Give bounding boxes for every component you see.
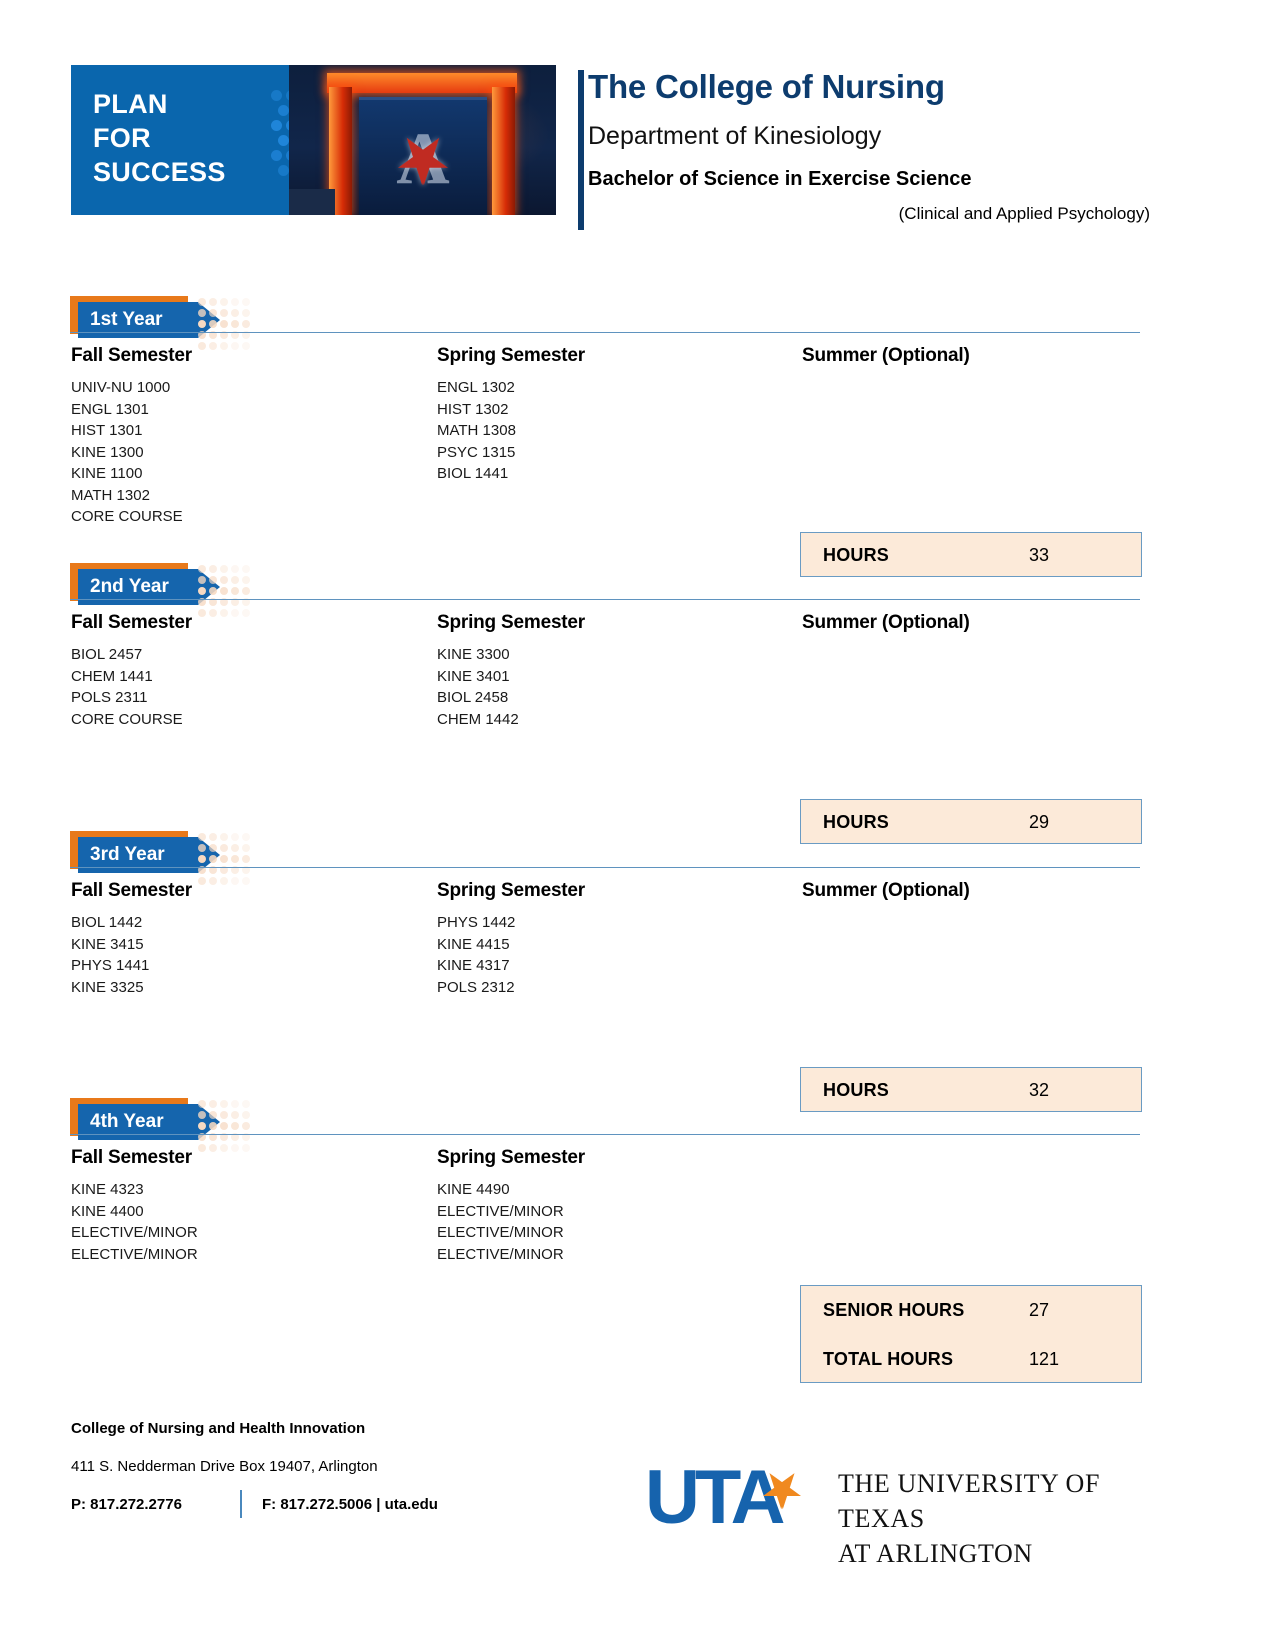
year-banner-3	[70, 831, 240, 871]
course-item: ELECTIVE/MINOR	[71, 1224, 198, 1241]
course-item: PSYC 1315	[437, 443, 516, 461]
page-footer	[0, 1420, 1275, 1650]
course-item: ENGL 1302	[437, 379, 515, 396]
year-banner-2	[70, 563, 240, 603]
course-item: CHEM 1441	[71, 667, 153, 685]
footer-divider	[240, 1490, 242, 1518]
course-item: KINE 4323	[71, 1181, 144, 1198]
dot-pattern-icon	[198, 1098, 268, 1152]
photo-inner-window	[359, 97, 487, 215]
star-icon	[398, 149, 448, 167]
course-item: KINE 4317	[437, 957, 510, 974]
year-divider	[70, 332, 1140, 333]
course-item: PHYS 1441	[71, 957, 150, 974]
banner-text	[93, 87, 226, 189]
degree-name: Bachelor of Science in Exercise Science	[588, 168, 972, 190]
course-item: POLS 2311	[71, 689, 148, 706]
course-list	[71, 912, 421, 998]
course-item: CHEM 1442	[437, 710, 519, 728]
hours-value: 27	[1029, 1300, 1050, 1320]
spring-column	[437, 344, 787, 485]
banner-line-2: FOR	[93, 123, 151, 153]
hours-label: TOTAL HOURS	[823, 1349, 954, 1369]
course-item: KINE 4415	[437, 935, 510, 953]
dot-pattern-icon	[198, 831, 268, 885]
course-list	[437, 377, 787, 485]
year-section-4	[0, 1098, 1275, 1369]
year-divider	[70, 867, 1140, 868]
concentration-name: (Clinical and Applied Psychology)	[898, 204, 1150, 223]
course-item: BIOL 2458	[437, 689, 509, 706]
course-item: KINE 4490	[437, 1181, 510, 1198]
column-title: Fall Semester	[71, 612, 192, 633]
hours-row	[801, 1286, 1141, 1335]
course-item: ENGL 1301	[71, 400, 149, 418]
uta-name-line-1: THE UNIVERSITY OF TEXAS	[838, 1469, 1100, 1533]
fall-column	[71, 879, 421, 998]
header-accent-bar	[578, 70, 584, 230]
course-list	[437, 1179, 787, 1265]
course-item: CORE COURSE	[71, 508, 183, 525]
year-divider	[70, 599, 1140, 600]
column-title: Spring Semester	[437, 880, 585, 901]
page-header	[0, 0, 1275, 260]
fall-column	[71, 344, 421, 528]
column-title: Spring Semester	[437, 1147, 585, 1168]
course-item: KINE 1100	[71, 465, 143, 482]
course-list	[437, 644, 787, 730]
column-title: Summer (Optional)	[802, 612, 970, 633]
fall-column	[71, 611, 421, 730]
course-item: BIOL 2457	[71, 646, 143, 663]
hours-label: HOURS	[823, 812, 890, 832]
course-item: KINE 3325	[71, 978, 144, 996]
year-label: 1st Year	[90, 309, 163, 330]
hours-value: 33	[1029, 545, 1050, 565]
course-list	[71, 644, 421, 730]
campus-photo	[289, 65, 556, 215]
hours-label: HOURS	[823, 545, 890, 565]
course-item: ELECTIVE/MINOR	[437, 1224, 564, 1241]
hours-value: 121	[1029, 1349, 1060, 1369]
fall-column	[71, 1146, 421, 1265]
course-item: MATH 1308	[437, 422, 516, 439]
year-section-3	[0, 831, 1275, 1100]
course-list	[437, 912, 787, 998]
course-item: ELECTIVE/MINOR	[71, 1245, 198, 1263]
banner-line-3: SUCCESS	[93, 157, 226, 187]
course-item: HIST 1301	[71, 422, 143, 439]
course-item: ELECTIVE/MINOR	[437, 1245, 564, 1263]
footer-address: 411 S. Nedderman Drive Box 19407, Arlington	[71, 1458, 378, 1475]
star-icon	[763, 1482, 801, 1496]
summer-column	[802, 879, 1142, 912]
hours-value: 32	[1029, 1080, 1050, 1100]
course-item: KINE 3401	[437, 667, 510, 685]
summer-column	[802, 344, 1142, 377]
uta-name-line-2: AT ARLINGTON	[838, 1539, 1033, 1568]
spring-column	[437, 1146, 787, 1265]
neon-frame-top	[327, 73, 517, 93]
hours-label: SENIOR HOURS	[823, 1300, 965, 1320]
footer-fax-and-site: F: 817.272.5006 | uta.edu	[262, 1496, 438, 1513]
year-banner-1	[70, 296, 240, 336]
course-item: KINE 3300	[437, 646, 510, 663]
uta-logo	[645, 1455, 1145, 1568]
plan-for-success-banner	[71, 65, 556, 215]
course-item: KINE 1300	[71, 443, 144, 461]
hours-row	[801, 1335, 1141, 1384]
spring-column	[437, 879, 787, 998]
course-item: PHYS 1442	[437, 914, 516, 931]
column-title: Fall Semester	[71, 345, 192, 366]
neon-column-right	[492, 87, 515, 215]
course-list	[71, 1179, 421, 1265]
year-label: 4th Year	[90, 1111, 164, 1132]
header-text-group	[588, 66, 1168, 226]
year-section-2	[0, 563, 1275, 832]
year-label: 2nd Year	[90, 576, 169, 597]
course-item: KINE 4400	[71, 1202, 144, 1220]
dot-pattern-icon	[198, 563, 268, 617]
summer-column	[802, 611, 1142, 644]
uta-full-name	[838, 1466, 1145, 1571]
column-title: Spring Semester	[437, 345, 585, 366]
course-item: HIST 1302	[437, 400, 509, 418]
column-title: Summer (Optional)	[802, 345, 970, 366]
year-label: 3rd Year	[90, 844, 165, 865]
photo-ledge	[289, 189, 335, 215]
column-title: Summer (Optional)	[802, 880, 970, 901]
column-title: Fall Semester	[71, 1147, 192, 1168]
footer-phone: P: 817.272.2776	[71, 1496, 182, 1513]
course-item: BIOL 1442	[71, 914, 143, 931]
uta-a-glyph: A	[396, 118, 450, 200]
course-item: MATH 1302	[71, 486, 150, 504]
spring-column	[437, 611, 787, 730]
course-item: KINE 3415	[71, 935, 144, 953]
page-title: The College of Nursing	[588, 68, 945, 105]
column-title: Spring Semester	[437, 612, 585, 633]
course-item: CORE COURSE	[71, 710, 183, 728]
banner-line-1: PLAN	[93, 89, 168, 119]
year-divider	[70, 1134, 1140, 1135]
course-list	[71, 377, 421, 528]
course-item: BIOL 1441	[437, 465, 509, 482]
hours-summary-box	[800, 1285, 1142, 1383]
course-item: ELECTIVE/MINOR	[437, 1202, 564, 1220]
footer-organization: College of Nursing and Health Innovation	[71, 1420, 366, 1437]
dot-pattern-icon	[198, 296, 268, 350]
department-name: Department of Kinesiology	[588, 122, 882, 150]
hours-value: 29	[1029, 812, 1050, 832]
year-section-1	[0, 296, 1275, 565]
course-item: UNIV-NU 1000	[71, 379, 171, 396]
hours-label: HOURS	[823, 1080, 890, 1100]
column-title: Fall Semester	[71, 880, 192, 901]
year-banner-4	[70, 1098, 240, 1138]
uta-wordmark: UTA	[645, 1455, 781, 1540]
course-item: POLS 2312	[437, 978, 515, 996]
